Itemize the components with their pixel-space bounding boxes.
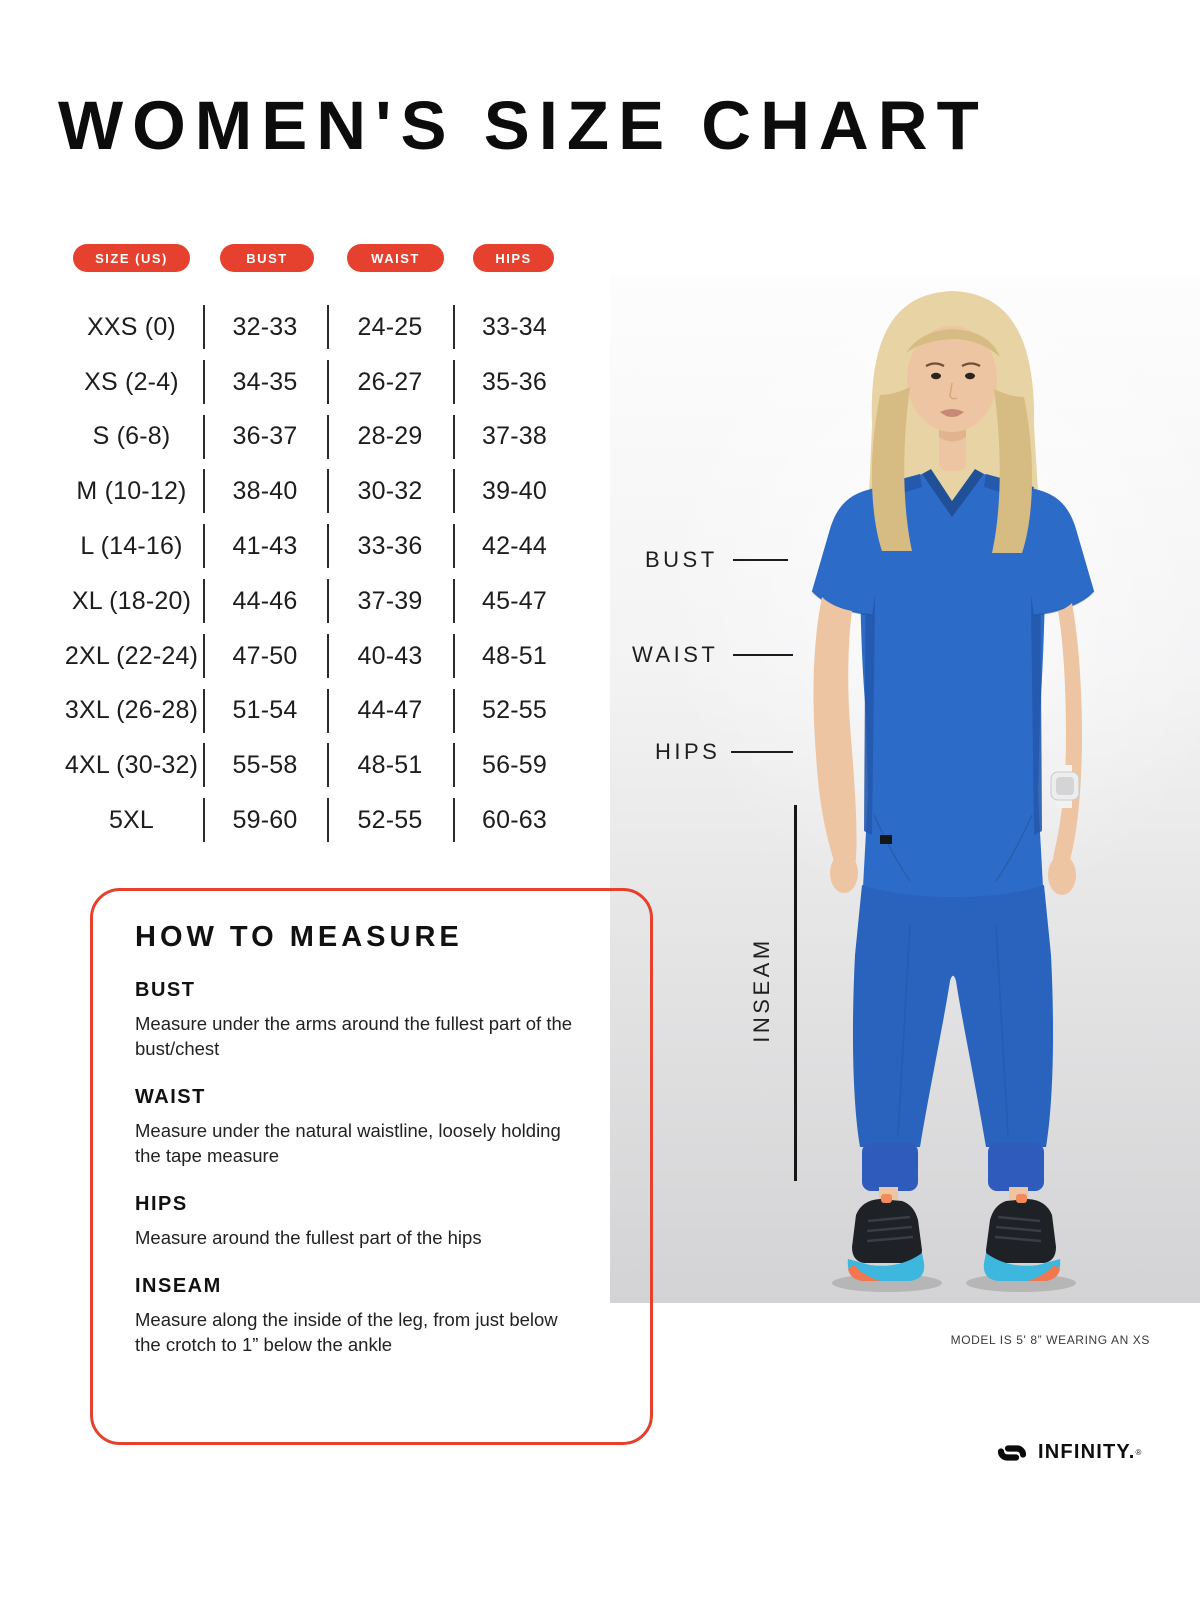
column-divider (327, 579, 329, 623)
size-cell: 5XL (108, 806, 155, 835)
size-cell: 2XL (22-24) (64, 641, 199, 670)
size-cell: XS (2-4) (84, 367, 179, 396)
waist-pointer-line (733, 654, 793, 656)
waist-cell: 52-55 (357, 806, 423, 835)
bust-figure-label: BUST (645, 547, 718, 572)
column-divider (203, 743, 205, 787)
column-divider (203, 798, 205, 842)
table-row (60, 300, 576, 355)
size-cell: 3XL (26-28) (64, 696, 199, 725)
measure-hips-label: HIPS (135, 1193, 188, 1215)
waist-cell: 40-43 (357, 641, 423, 670)
measure-waist-label: WAIST (135, 1086, 206, 1108)
hips-cell: 39-40 (482, 477, 547, 506)
measure-inseam-label: INSEAM (135, 1275, 222, 1297)
column-divider (203, 634, 205, 678)
column-divider (203, 524, 205, 568)
size-cell: XL (18-20) (71, 586, 192, 615)
column-pill-size: SIZE (US) (73, 244, 190, 272)
column-divider (453, 798, 455, 842)
waist-cell: 33-36 (357, 532, 423, 561)
bust-cell: 51-54 (232, 696, 298, 725)
column-divider (453, 743, 455, 787)
column-divider (453, 305, 455, 349)
table-row (60, 574, 576, 629)
hips-cell: 35-36 (482, 367, 547, 396)
table-row (60, 684, 576, 739)
column-divider (453, 415, 455, 459)
hips-cell: 33-34 (482, 312, 547, 341)
bust-cell: 55-58 (232, 751, 298, 780)
infinity-logo-icon (995, 1445, 1029, 1461)
bust-cell: 38-40 (232, 477, 298, 506)
column-divider (327, 469, 329, 513)
bust-pointer-line (733, 559, 788, 561)
waist-cell: 44-47 (357, 696, 423, 725)
measure-bust-text: Measure under the arms around the fullest part of the bust/chest (135, 1013, 573, 1059)
column-divider (327, 689, 329, 733)
waist-cell: 48-51 (357, 751, 423, 780)
column-divider (203, 305, 205, 349)
hips-cell: 42-44 (482, 532, 547, 561)
bust-cell: 36-37 (232, 422, 298, 451)
hips-cell: 52-55 (482, 696, 547, 725)
column-divider (203, 469, 205, 513)
column-divider (453, 579, 455, 623)
waist-cell: 28-29 (357, 422, 423, 451)
size-cell: L (14-16) (80, 532, 183, 561)
size-cell: S (6-8) (92, 422, 171, 451)
column-divider (327, 360, 329, 404)
column-divider (203, 360, 205, 404)
column-divider (453, 524, 455, 568)
model-illustration (610, 275, 1200, 1303)
column-divider (327, 743, 329, 787)
bust-cell: 32-33 (232, 312, 298, 341)
how-to-measure-box (90, 888, 653, 1445)
column-divider (453, 689, 455, 733)
measure-waist-text: Measure under the natural waistline, loosely holding the tape measure (135, 1120, 561, 1166)
column-divider (203, 415, 205, 459)
size-table (60, 300, 576, 848)
column-divider (203, 689, 205, 733)
column-divider (203, 579, 205, 623)
column-divider (327, 798, 329, 842)
measure-bust-label: BUST (135, 979, 196, 1001)
hips-cell: 56-59 (482, 751, 547, 780)
column-divider (453, 360, 455, 404)
column-divider (327, 305, 329, 349)
size-cell: 4XL (30-32) (64, 751, 199, 780)
table-row (60, 738, 576, 793)
column-divider (327, 415, 329, 459)
bust-cell: 34-35 (232, 367, 298, 396)
model-photo (610, 275, 1200, 1303)
hips-cell: 37-38 (482, 422, 547, 451)
table-row (60, 519, 576, 574)
waist-cell: 24-25 (357, 312, 423, 341)
inseam-pointer-line (794, 805, 797, 1181)
waist-cell: 26-27 (357, 367, 423, 396)
column-divider (453, 634, 455, 678)
table-row (60, 355, 576, 410)
size-cell: M (10-12) (76, 477, 187, 506)
measure-hips-text: Measure around the fullest part of the hips (135, 1227, 482, 1248)
waist-figure-label: WAIST (632, 642, 719, 667)
column-pill-waist: WAIST (347, 244, 444, 272)
hips-pointer-line (731, 751, 793, 753)
column-divider (453, 469, 455, 513)
bust-cell: 44-46 (232, 586, 298, 615)
model-caption: MODEL IS 5' 8” WEARING AN XS (950, 1333, 1150, 1347)
table-row (60, 410, 576, 465)
brand-logo (995, 1441, 1141, 1464)
bust-cell: 41-43 (232, 532, 298, 561)
bust-cell: 47-50 (232, 641, 298, 670)
column-pill-bust: BUST (220, 244, 314, 272)
inseam-figure-label: INSEAM (749, 937, 774, 1043)
column-divider (327, 634, 329, 678)
page-title: WOMEN'S SIZE CHART (58, 87, 988, 164)
hips-cell: 60-63 (482, 806, 547, 835)
hips-cell: 45-47 (482, 586, 547, 615)
column-pill-hips: HIPS (473, 244, 554, 272)
table-row (60, 793, 576, 848)
waist-cell: 37-39 (357, 586, 423, 615)
brand-name: INFINITY. (1038, 1441, 1136, 1463)
registered-mark: ® (1135, 1447, 1142, 1457)
how-to-measure-title: HOW TO MEASURE (135, 921, 463, 953)
bust-cell: 59-60 (232, 806, 298, 835)
measure-inseam-text: Measure along the inside of the leg, from just below the crotch to 1” below the ankle (135, 1309, 558, 1355)
hips-figure-label: HIPS (655, 739, 721, 764)
size-cell: XXS (0) (87, 312, 176, 341)
column-divider (327, 524, 329, 568)
table-row (60, 464, 576, 519)
hips-cell: 48-51 (482, 641, 547, 670)
table-row (60, 629, 576, 684)
waist-cell: 30-32 (357, 477, 423, 506)
